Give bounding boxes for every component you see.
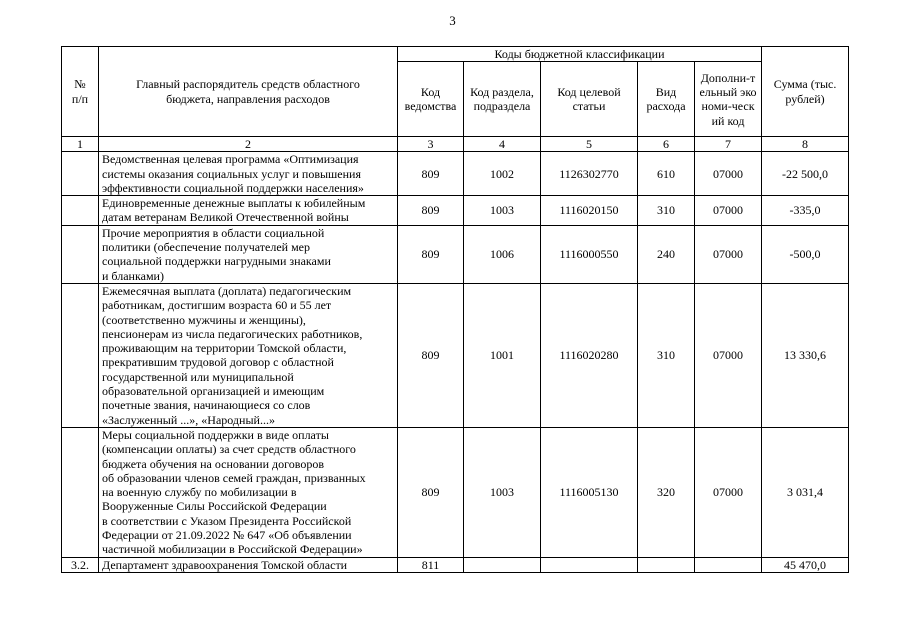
sum-cell: -22 500,0 — [762, 152, 849, 196]
row-name-line: на военную службу по мобилизации в — [102, 485, 297, 500]
row-name-line: системы оказания социальных услуг и повышения — [102, 166, 361, 181]
dept-code-cell: 809 — [398, 196, 464, 226]
row-name-line: об образовании членов семей граждан, призванных — [102, 470, 366, 485]
row-name — [99, 196, 398, 226]
row-name-line: частичной мобилизации в Российской Федерации» — [102, 542, 363, 557]
row-name — [99, 427, 398, 557]
extra-code-cell: 07000 — [695, 283, 762, 427]
header-codes-group: Коды бюджетной классификации — [398, 47, 762, 62]
row-number — [62, 283, 99, 427]
header-target-code: Код целевой статьи — [541, 62, 638, 137]
row-name-line: Вооруженные Силы Российской Федерации — [102, 499, 327, 514]
expense-type-cell: 240 — [638, 225, 695, 283]
expense-type-cell: 310 — [638, 283, 695, 427]
extra-code-cell: 07000 — [695, 152, 762, 196]
row-name-line: в соответствии с Указом Президента Российской — [102, 513, 352, 528]
row-name — [99, 225, 398, 283]
row-number — [62, 152, 99, 196]
sum-cell: -500,0 — [762, 225, 849, 283]
header-sum: Сумма (тыс. рублей) — [762, 47, 849, 137]
header-section-code: Код раздела, подраздела — [464, 62, 541, 137]
header-dept-code: Код ведомства — [398, 62, 464, 137]
expense-type-cell — [638, 557, 695, 572]
extra-code-cell: 07000 — [695, 427, 762, 557]
row-name — [99, 283, 398, 427]
row-number — [62, 225, 99, 283]
row-name-line: проживающим на территории Томской области, — [102, 341, 347, 356]
row-name-line: образовательной организацией и имеющим — [102, 384, 325, 399]
sum-cell: -335,0 — [762, 196, 849, 226]
header-name: Главный распорядитель средств областного бюджета, направления расходов — [99, 47, 398, 137]
dept-code-cell: 809 — [398, 427, 464, 557]
expense-type-cell: 610 — [638, 152, 695, 196]
target-code-cell: 1116020150 — [541, 196, 638, 226]
table-row — [62, 196, 849, 226]
row-name-line: Меры социальной поддержки в виде оплаты — [102, 427, 329, 442]
row-name-line: бюджета обучения на основании договоров — [102, 456, 324, 471]
row-name-line: Ежемесячная выплата (доплата) педагогическим — [102, 283, 352, 298]
column-number: 3 — [398, 137, 464, 152]
table-row — [62, 283, 849, 427]
row-name-line: прекратившим трудовой договор с областной — [102, 355, 334, 370]
extra-code-cell — [695, 557, 762, 572]
sum-cell: 3 031,4 — [762, 427, 849, 557]
budget-table — [61, 46, 849, 573]
expense-type-cell: 320 — [638, 427, 695, 557]
target-code-cell: 1116000550 — [541, 225, 638, 283]
table-row — [62, 225, 849, 283]
row-name — [99, 152, 398, 196]
row-name — [99, 557, 398, 572]
extra-code-cell: 07000 — [695, 196, 762, 226]
row-name-line: и бланками) — [102, 268, 164, 283]
row-name-line: (компенсации оплаты) за счет средств областного — [102, 442, 356, 457]
column-number: 1 — [62, 137, 99, 152]
row-name-line: почетные звания, начинающиеся со слов — [102, 398, 311, 413]
header-num: № п/п — [62, 47, 99, 137]
table-row — [62, 152, 849, 196]
target-code-cell: 1126302770 — [541, 152, 638, 196]
row-number — [62, 196, 99, 226]
row-name-line: социальной поддержки нагрудными знаками — [102, 254, 331, 269]
sum-cell: 45 470,0 — [762, 557, 849, 572]
target-code-cell: 1116020280 — [541, 283, 638, 427]
row-name-line: Федерации от 21.09.2022 № 647 «Об объявлении — [102, 528, 352, 543]
dept-code-cell: 809 — [398, 152, 464, 196]
column-number-row — [62, 137, 849, 152]
section-code-cell: 1006 — [464, 225, 541, 283]
row-name-line: «Заслуженный ...», «Народный...» — [102, 412, 275, 427]
column-number: 5 — [541, 137, 638, 152]
header-expense-type: Вид расхода — [638, 62, 695, 137]
target-code-cell — [541, 557, 638, 572]
column-number: 2 — [99, 137, 398, 152]
row-number: 3.2. — [62, 557, 99, 572]
target-code-cell: 1116005130 — [541, 427, 638, 557]
section-code-cell: 1003 — [464, 196, 541, 226]
row-name-line: эффективности социальной поддержки населения» — [102, 180, 364, 195]
row-name-line: государственной или муниципальной — [102, 369, 294, 384]
row-name-line: Единовременные денежные выплаты к юбилейным — [102, 196, 366, 211]
section-code-cell: 1002 — [464, 152, 541, 196]
sum-cell: 13 330,6 — [762, 283, 849, 427]
extra-code-cell: 07000 — [695, 225, 762, 283]
section-code-cell — [464, 557, 541, 572]
row-name-line: датам ветеранам Великой Отечественной войны — [102, 210, 349, 225]
row-name-line: (соответственно мужчины и женщины), — [102, 312, 306, 327]
column-number: 4 — [464, 137, 541, 152]
column-number: 8 — [762, 137, 849, 152]
row-number — [62, 427, 99, 557]
column-number: 7 — [695, 137, 762, 152]
dept-code-cell: 809 — [398, 225, 464, 283]
page-number: 3 — [449, 13, 456, 28]
column-number: 6 — [638, 137, 695, 152]
table-body — [62, 152, 849, 573]
row-name-line: Прочие мероприятия в области социальной — [102, 225, 325, 240]
row-name-line: Департамент здравоохранения Томской области — [102, 557, 348, 572]
row-name-line: политики (обеспечение получателей мер — [102, 240, 310, 255]
section-code-cell: 1003 — [464, 427, 541, 557]
row-name-line: работникам, достигшим возраста 60 и 55 лет — [102, 298, 332, 313]
table-row — [62, 427, 849, 557]
expense-type-cell: 310 — [638, 196, 695, 226]
table-row — [62, 557, 849, 572]
dept-code-cell: 811 — [398, 557, 464, 572]
header-extra-code: Дополни-тельный экономи-ческий код — [695, 62, 762, 137]
section-code-cell: 1001 — [464, 283, 541, 427]
row-name-line: Ведомственная целевая программа «Оптимизация — [102, 152, 359, 167]
row-name-line: пенсионерам из числа педагогических работников, — [102, 326, 363, 341]
dept-code-cell: 809 — [398, 283, 464, 427]
